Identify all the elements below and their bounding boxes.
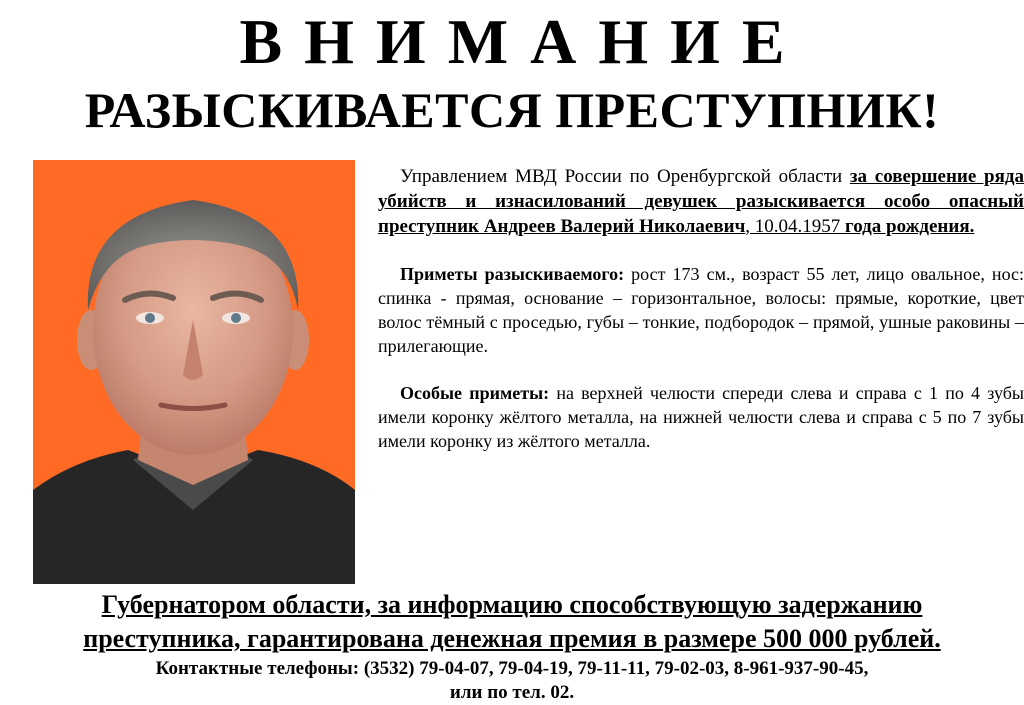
reward-line-1: Губернатором области, за информацию способствующую задержанию	[101, 590, 923, 619]
special-marks-text: на верхней челюсти спереди слева и справа с 1 по 4 зубы имели коронку жёлтого металла, на нижней челюсти слева и справа с 5 по 7 зубы имели коронку из жёлтого металла.	[378, 383, 1024, 451]
suspect-photo	[33, 160, 355, 584]
special-marks-label: Особые приметы:	[400, 383, 550, 403]
attention-heading: ВНИМАНИЕ	[239, 6, 807, 77]
contacts-line-2: или по тел. 02.	[449, 682, 575, 703]
special-marks-paragraph	[378, 381, 1024, 453]
portrait-photo-icon	[33, 160, 355, 584]
lead-paragraph	[378, 164, 1024, 239]
reward-line-2: преступника, гарантирована денежная премия в размере 500 000 рублей.	[83, 624, 941, 653]
lead-birth-suffix: года рождения.	[845, 216, 975, 237]
description-block	[378, 164, 1024, 476]
description-text: рост 173 см., возраст 55 лет, лицо овальное, нос: спинка - прямая, основание – горизонтальное, волосы: прямые, короткие, цвет волос тёмный с проседью, губы – тонкие, подбородок – прямой, ушные раковины – прилегающие.	[378, 264, 1024, 356]
description-paragraph	[378, 262, 1024, 358]
description-label: Приметы разыскиваемого:	[400, 264, 625, 284]
contacts-line-1: Контактные телефоны: (3532) 79-04-07, 79-04-19, 79-11-11, 79-02-03, 8-961-937-90-45,	[155, 658, 869, 679]
lead-birth-date: , 10.04.1957	[745, 216, 846, 237]
wanted-heading: РАЗЫСКИВАЕТСЯ ПРЕСТУПНИК!	[84, 82, 940, 138]
lead-intro: Управлением МВД России по Оренбургской области	[400, 166, 850, 187]
lead-charge: за совершение ряда убийств и изнасилований девушек разыскивается особо опасный преступник Андреев Валерий Николаевич	[378, 166, 1024, 237]
